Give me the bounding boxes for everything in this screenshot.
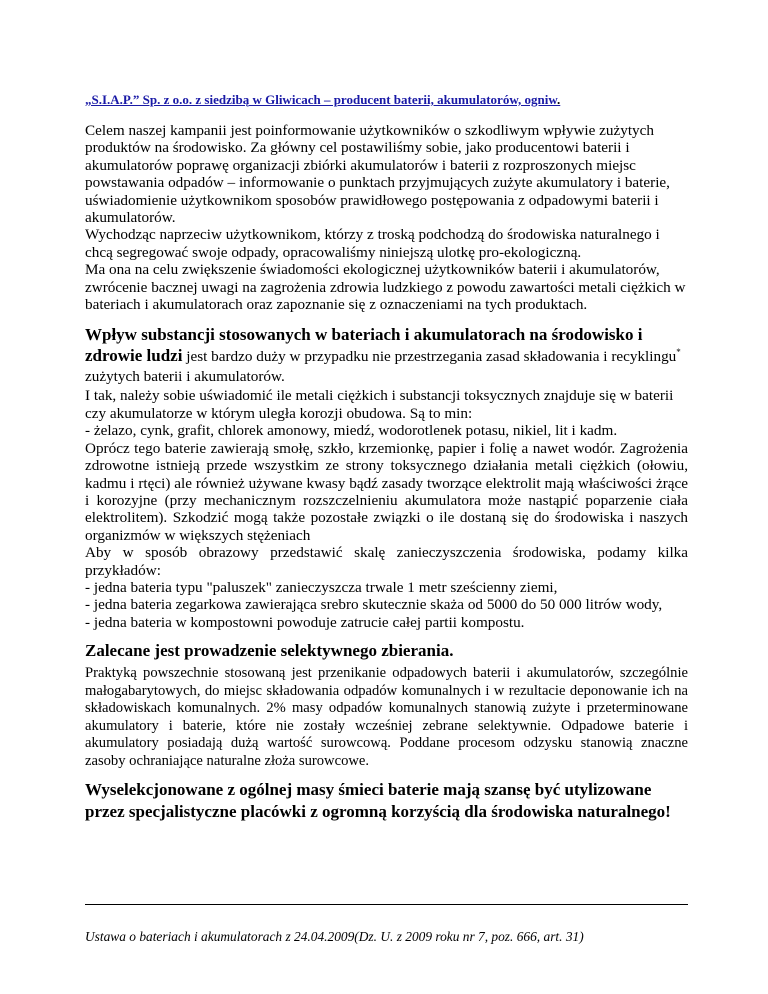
example-item-aa: - jedna bateria typu "paluszek" zanieczyszcza trwale 1 metr sześcienny ziemi, (85, 578, 558, 596)
impact-section (85, 325, 688, 631)
header-link-period: . (557, 92, 561, 107)
selective-collection-heading: Zalecane jest prowadzenie selektywnego zbierania. (85, 641, 454, 661)
impact-lead (85, 325, 688, 387)
footer-divider (85, 904, 688, 905)
impact-paragraph-examples: Aby w sposób obrazowy przedstawić skalę zanieczyszczenia środowiska, podamy kilka przykładów: (85, 544, 688, 579)
impact-heading-end: zużytych baterii i akumulatorów. (85, 368, 285, 386)
intro-paragraph-3: Ma ona na celu zwiększenie świadomości ekologicznej użytkowników baterii i akumulatorów, zwrócenie bacznej uwagi na zagrożenia zdrowia ludzkiego z powodu zawartości metali ciężkich w bateriach i akumulatorach oraz zapoznanie się z oznaczeniami na tych produktach. (85, 261, 686, 314)
company-link[interactable]: „S.I.A.P.” Sp. z o.o. z siedzibą w Gliwicach – producent baterii, akumulatorów, ogniw (85, 92, 558, 107)
header-link-line (85, 92, 688, 108)
intro-paragraph-2: Wychodząc naprzeciw użytkownikom, którzy z troską podchodzą do środowiska naturalnego i chcą segregować swoje odpady, opracowaliśmy niniejszą ulotkę pro-ekologiczną. (85, 226, 660, 261)
intro-section (85, 122, 688, 313)
impact-paragraph-hazards: Oprócz tego baterie zawierają smołę, szkło, krzemionkę, papier i folię a nawet wodór. Zagrożenia zdrowotne istnieją przede wszystkim ze strony toksycznego działania metali ciężkich (ołowiu, kadmu i rtęci) ale również używane kwasy bądź zasady tworzące elektrolit mają właściwości żrące i korozyjne (przy mechanicznym rozszczelnieniu akumulatora może nastąpić poparzenie ciała elektrolitem). Szkodzić mogą także pozostałe związki o ile dostaną się do środowiska i naszych organizmów w większych stężeniach (85, 439, 688, 544)
selective-collection-paragraph: Praktyką powszechnie stosowaną jest przenikanie odpadowych baterii i akumulatorów, szczególnie małogabarytowych, do miejsc składowania odpadów komunalnych i w rezultacie deponowanie ich na składowiskach komunalnych. 2% masy odpadów komunalnych stanowią zużyte i przeterminowane akumulatory i baterie, które nie zostały wcześniej zebrane selektywnie. Odpadowe baterie i akumulatory posiadają dużą wartość surowcową. Poddane procesom odzysku stanowią znaczne zasoby ochraniające naturalne złoża surowcowe. (85, 665, 688, 769)
impact-paragraph-metals: I tak, należy sobie uświadomić ile metali ciężkich i substancji toksycznych znajduje się w baterii czy akumulatorze w którym uległa korozji obudowa. Są to min: (85, 387, 674, 422)
document-body (85, 92, 688, 823)
impact-metal-list: - żelazo, cynk, grafit, chlorek amonowy, miedź, wodorotlenek potasu, nikiel, lit i kadm. (85, 422, 618, 440)
example-item-compost: - jedna bateria w kompostowni powoduje zatrucie całej partii kompostu. (85, 613, 525, 631)
example-item-watch: - jedna bateria zegarkowa zawierająca srebro skutecznie skaża od 5000 do 50 000 litrów wody, (85, 596, 663, 614)
impact-heading-rest: jest bardzo duży w przypadku nie przestrzegania zasad składowania i recyklingu (182, 348, 677, 366)
impact-heading: Wpływ substancji stosowanych w bateriach i akumulatorach na środowisko i zdrowie ludzi (85, 325, 643, 366)
closing-statement: Wyselekcjonowane z ogólnej masy śmieci baterie mają szansę być utylizowane przez specjalistyczne placówki z ogromną korzyścią dla środowiska naturalnego! (85, 780, 671, 822)
selective-collection-section (85, 641, 688, 770)
footer-note: Ustawa o bateriach i akumulatorach z 24.04.2009(Dz. U. z 2009 roku nr 7, poz. 666, art. 31) (85, 929, 584, 944)
footnote-mark: * (676, 347, 681, 358)
intro-paragraph-1: Celem naszej kampanii jest poinformowanie użytkowników o szkodliwym wpływie zużytych produktów na środowisko. Za główny cel postawiliśmy sobie, jako producentowi baterii i akumulatorów poprawę organizacji zbiórki akumulatorów i baterii z rozproszonych miejsc powstawania odpadów – informowanie o punktach przyjmujących zużyte akumulatory i baterie, uświadomienie użytkownikom sposobów prawidłowego postępowania z odpadowymi baterii i akumulatorów. (85, 122, 670, 227)
